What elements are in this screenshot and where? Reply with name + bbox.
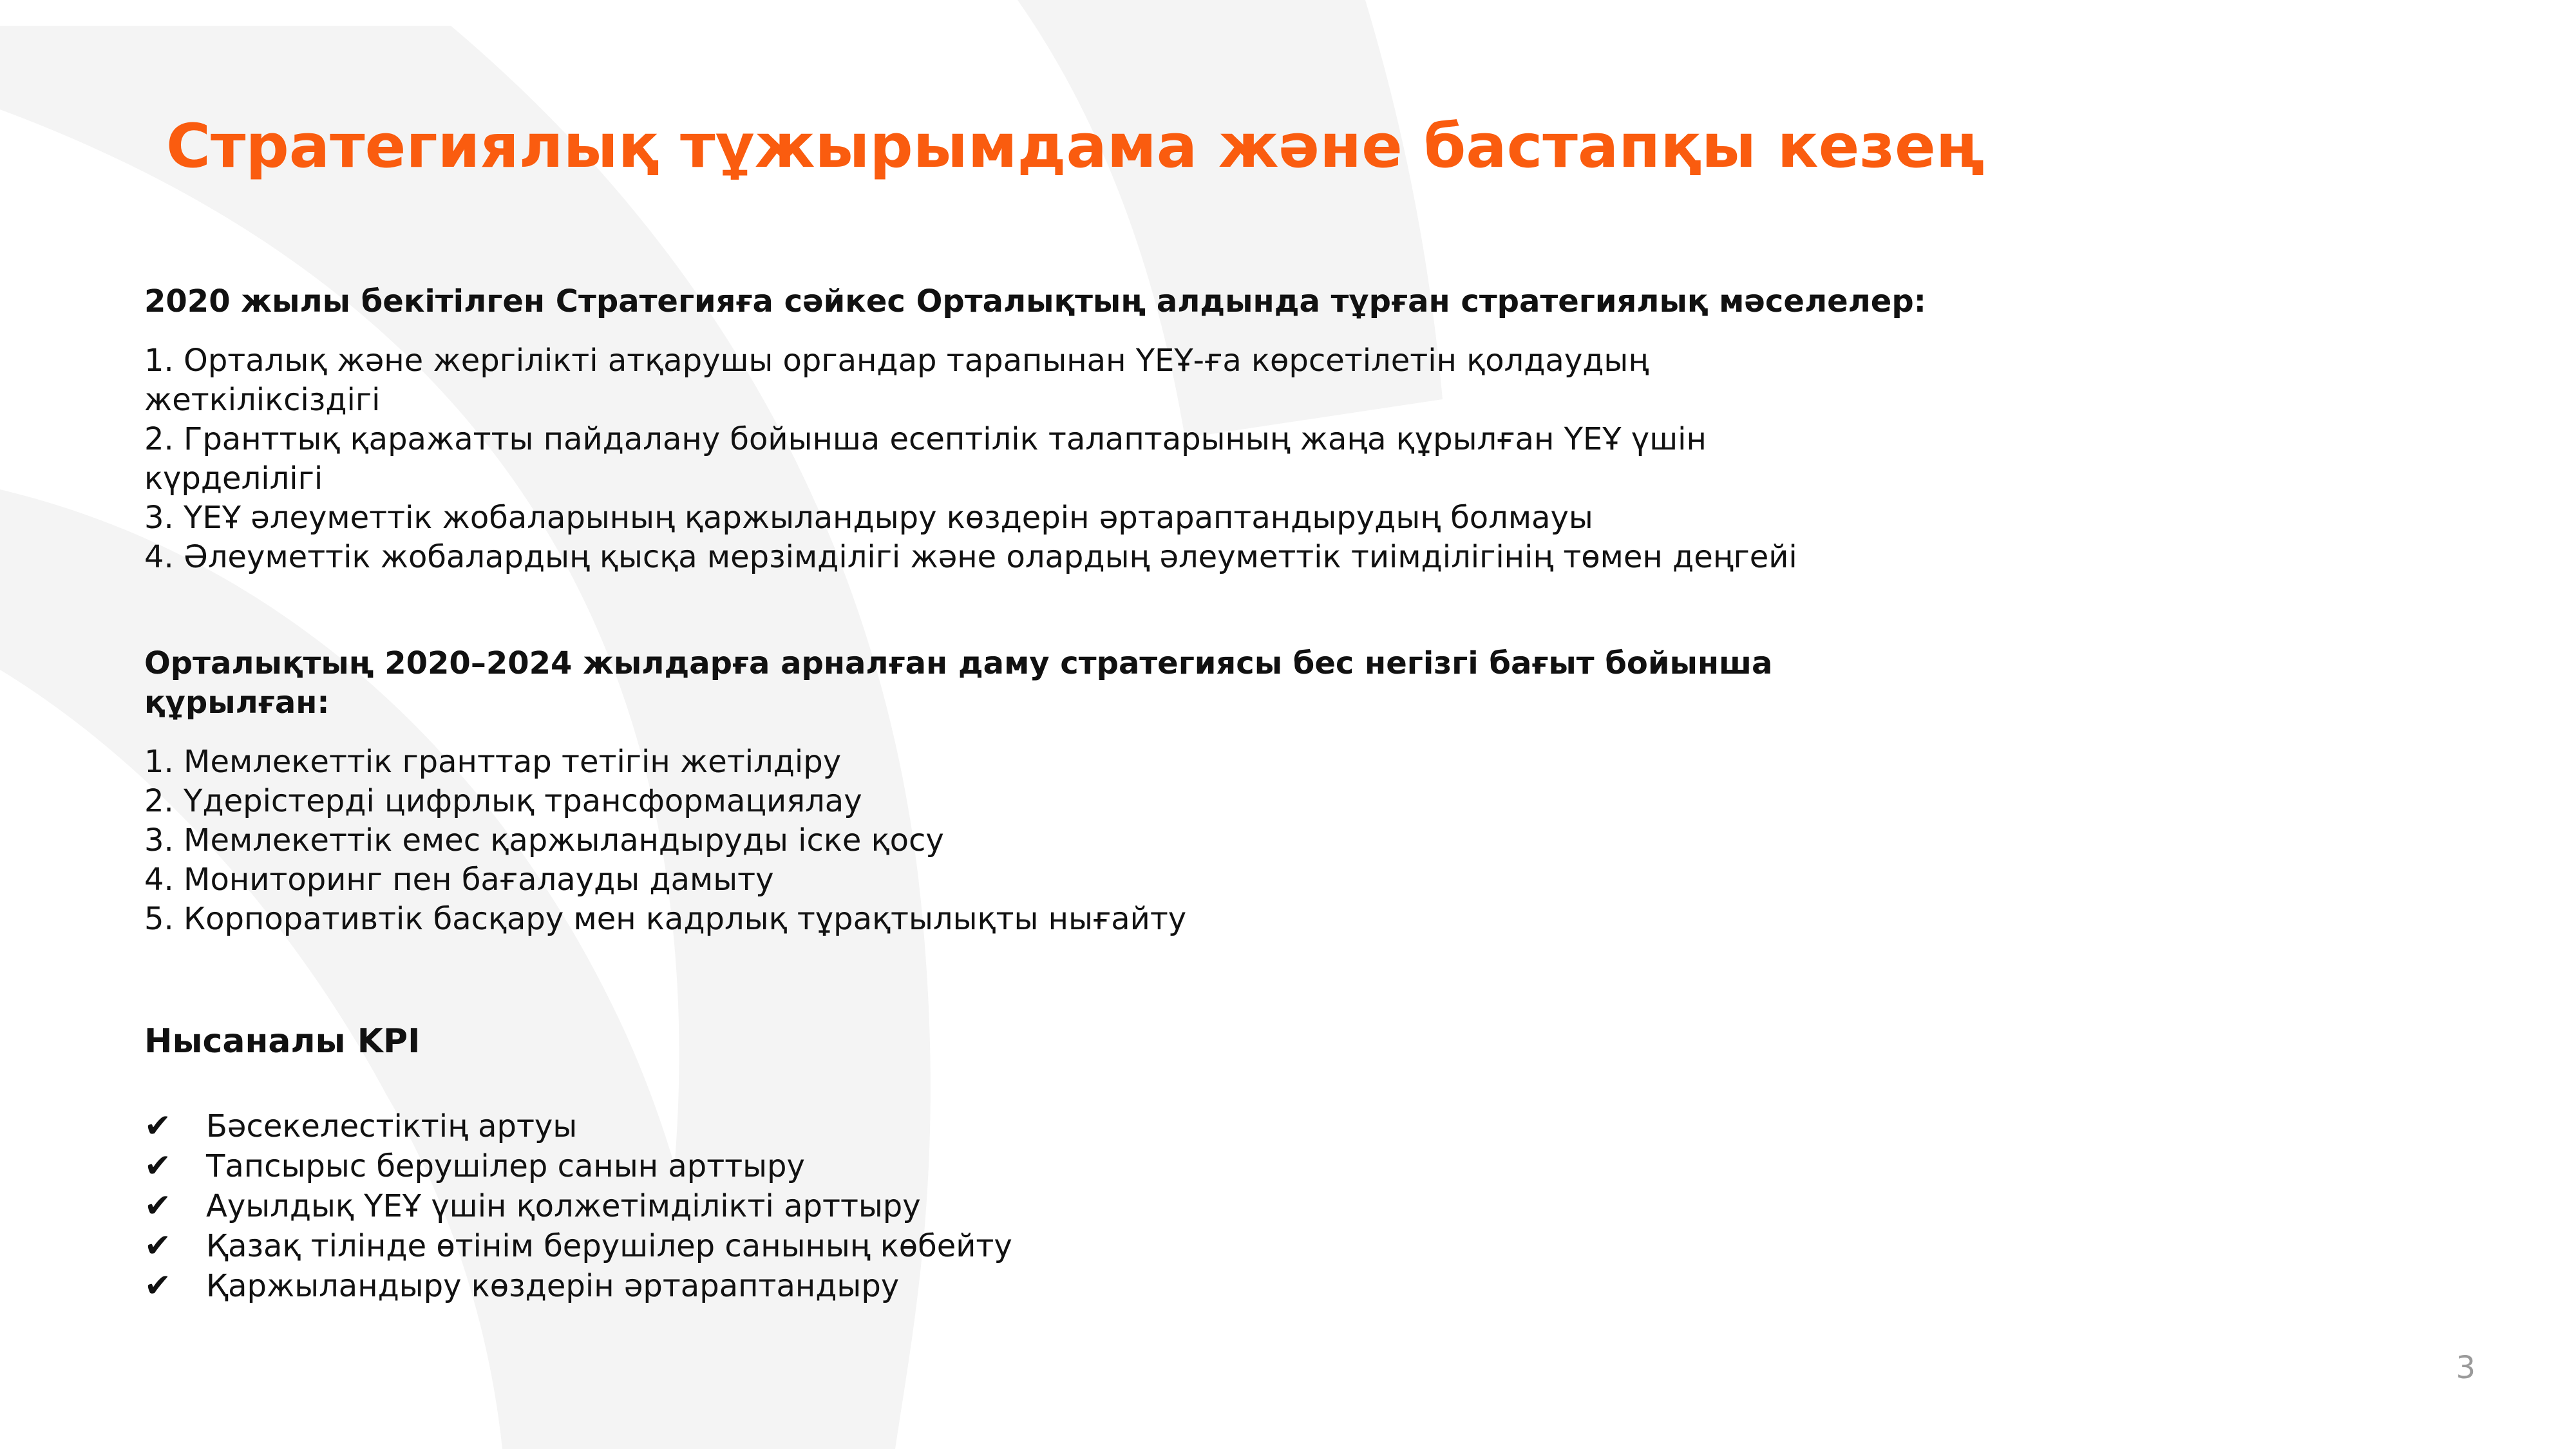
kpi-item [144, 1266, 1819, 1306]
checkmark-icon: ✔ [144, 1147, 171, 1184]
checkmark-icon: ✔ [144, 1267, 171, 1304]
list-item: 4. Әлеуметтік жобалардың қысқа мерзімділігі және олардың әлеуметтік тиімділігінің төмен деңгейі [144, 539, 1797, 575]
kpi-item-label: Қазақ тілінде өтінім берушілер санының көбейту [206, 1228, 1012, 1264]
list-item: 5. Корпоративтік басқару мен кадрлық тұрақтылықты нығайту [144, 901, 1187, 937]
list-item: 2. Гранттық қаражатты пайдалану бойынша есептілік талаптарының жаңа құрылған ҮЕҰ үшін күрделілігі [144, 421, 1707, 497]
kpi-list [144, 1106, 1819, 1306]
kpi-heading: Нысаналы KPI [144, 1022, 421, 1061]
kpi-item-label: Қаржыландыру көздерін әртараптандыру [206, 1268, 900, 1304]
kpi-item-label: Бәсекелестіктің артуы [206, 1108, 578, 1144]
page-number: 3 [2456, 1350, 2476, 1386]
checkmark-icon: ✔ [144, 1227, 171, 1264]
list-item: 1. Орталық және жергілікті атқарушы органдар тарапынан ҮЕҰ-ға көрсетілетін қолдаудың жеткіліксіздігі [144, 343, 1649, 418]
kpi-item [144, 1106, 1819, 1146]
kpi-item-label: Тапсырыс берушілер санын арттыру [206, 1148, 805, 1184]
list-item: 3. Мемлекеттік емес қаржыландыруды іске қосу [144, 822, 944, 858]
list-item: 3. ҮЕҰ әлеуметтік жобаларының қаржыландыру көздерін әртараптандырудың болмауы [144, 500, 1593, 536]
kpi-item [144, 1226, 1819, 1266]
checkmark-icon: ✔ [144, 1187, 171, 1224]
list-item: 4. Мониторинг пен бағалауды дамыту [144, 862, 774, 898]
strategy-directions-list [144, 743, 1819, 939]
list-item: 2. Үдерістерді цифрлық трансформациялау [144, 783, 862, 819]
slide-title: Стратегиялық тұжырымдама және бастапқы кезең [166, 111, 1985, 182]
checkmark-icon: ✔ [144, 1107, 171, 1144]
strategy-directions-heading: Орталықтың 2020–2024 жылдарға арналған даму стратегиясы бес негізгі бағыт бойынша құрылған: [144, 645, 1773, 721]
kpi-item [144, 1186, 1819, 1226]
kpi-item [144, 1146, 1819, 1186]
kpi-item-label: Ауылдық ҮЕҰ үшін қолжетімділікті арттыру [206, 1188, 921, 1224]
list-item: 1. Мемлекеттік гранттар тетігін жетілдіру [144, 744, 842, 780]
strategic-issues-list [144, 341, 1857, 577]
strategic-issues-heading: 2020 жылы бекітілген Стратегияға сәйкес Орталықтың алдында тұрған стратегиялық мәселелер: [144, 283, 1926, 319]
